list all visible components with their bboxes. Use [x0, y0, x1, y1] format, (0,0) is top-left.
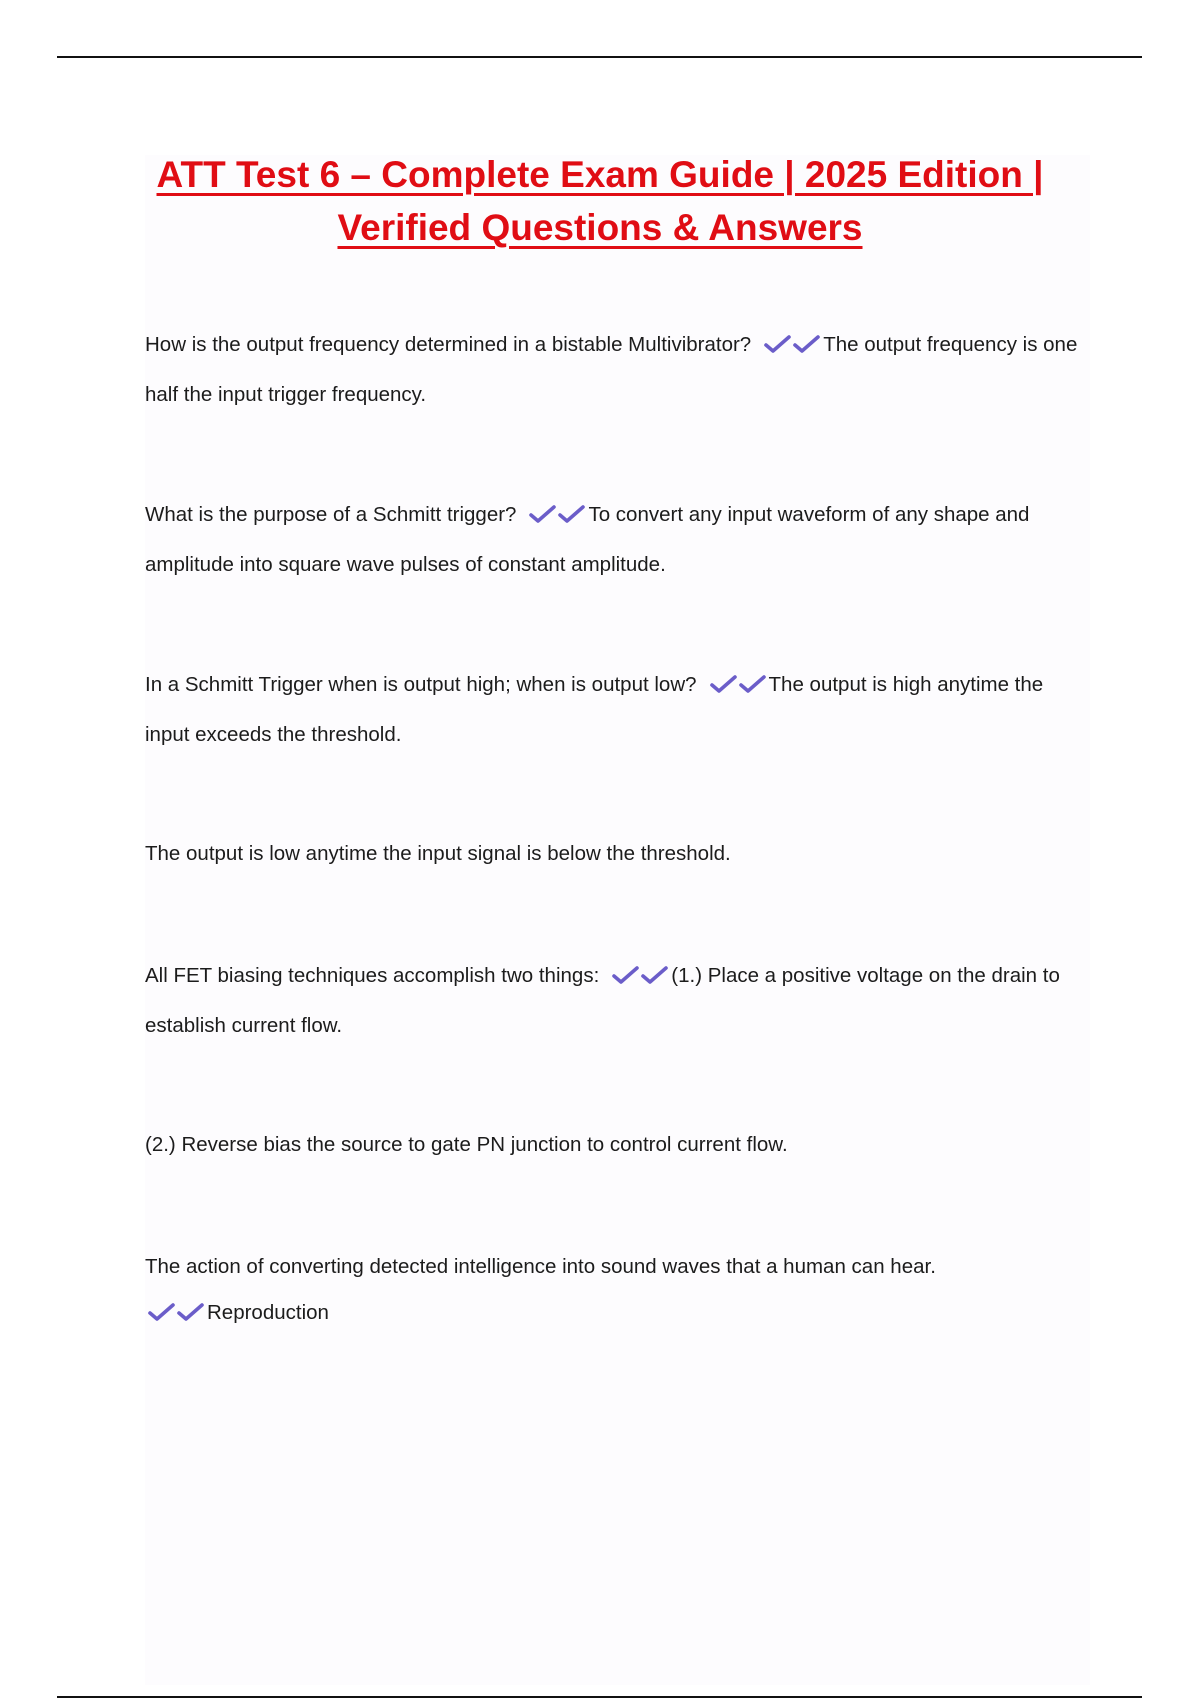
double-check-icon — [528, 496, 586, 542]
check-icon — [792, 333, 821, 355]
qa-item-7 — [145, 1244, 1090, 1340]
question-text: In a Schmitt Trigger when is output high; when is output low? — [145, 673, 697, 696]
qa-item-1 — [145, 322, 1090, 418]
double-check-icon — [763, 326, 821, 372]
question-text: The action of converting detected intelligence into sound waves that a human can hear. — [145, 1255, 936, 1278]
check-icon — [147, 1301, 176, 1323]
check-icon — [611, 964, 640, 986]
question-text: All FET biasing techniques accomplish two things: — [145, 964, 600, 987]
check-icon — [557, 503, 586, 525]
qa-item-2 — [145, 492, 1090, 588]
double-check-icon — [709, 666, 767, 712]
footer-rule — [57, 1696, 1142, 1698]
answer-text: The output is high anytime the input exceeds the threshold. — [145, 673, 1044, 746]
check-icon — [738, 673, 767, 695]
answer-text: (1.) Place a positive voltage on the drain to establish current flow. — [145, 964, 1060, 1037]
check-icon — [176, 1301, 205, 1323]
answer-text: The output frequency is one half the input trigger frequency. — [145, 333, 1078, 406]
answer-continuation: The output is low anytime the input signal is below the threshold. — [145, 842, 731, 865]
answer-continuation: (2.) Reverse bias the source to gate PN junction to control current flow. — [145, 1133, 788, 1156]
header-rule — [57, 56, 1142, 58]
qa-item-5 — [145, 953, 1090, 1049]
double-check-icon — [611, 957, 669, 1003]
qa-item-6 — [145, 1122, 1090, 1168]
double-check-icon — [147, 1294, 205, 1340]
document-title: ATT Test 6 – Complete Exam Guide | 2025 Edition | Verified Questions & Answers — [156, 154, 1044, 248]
answer-text: To convert any input waveform of any shape and amplitude into square wave pulses of constant amplitude. — [145, 503, 1030, 576]
question-text: How is the output frequency determined in a bistable Multivibrator? — [145, 333, 752, 356]
question-text: What is the purpose of a Schmitt trigger? — [145, 503, 517, 526]
answer-text: Reproduction — [207, 1301, 329, 1324]
qa-item-4 — [145, 831, 1090, 877]
check-icon — [640, 964, 669, 986]
check-icon — [528, 503, 557, 525]
qa-item-3 — [145, 662, 1090, 758]
check-icon — [709, 673, 738, 695]
check-icon — [763, 333, 792, 355]
